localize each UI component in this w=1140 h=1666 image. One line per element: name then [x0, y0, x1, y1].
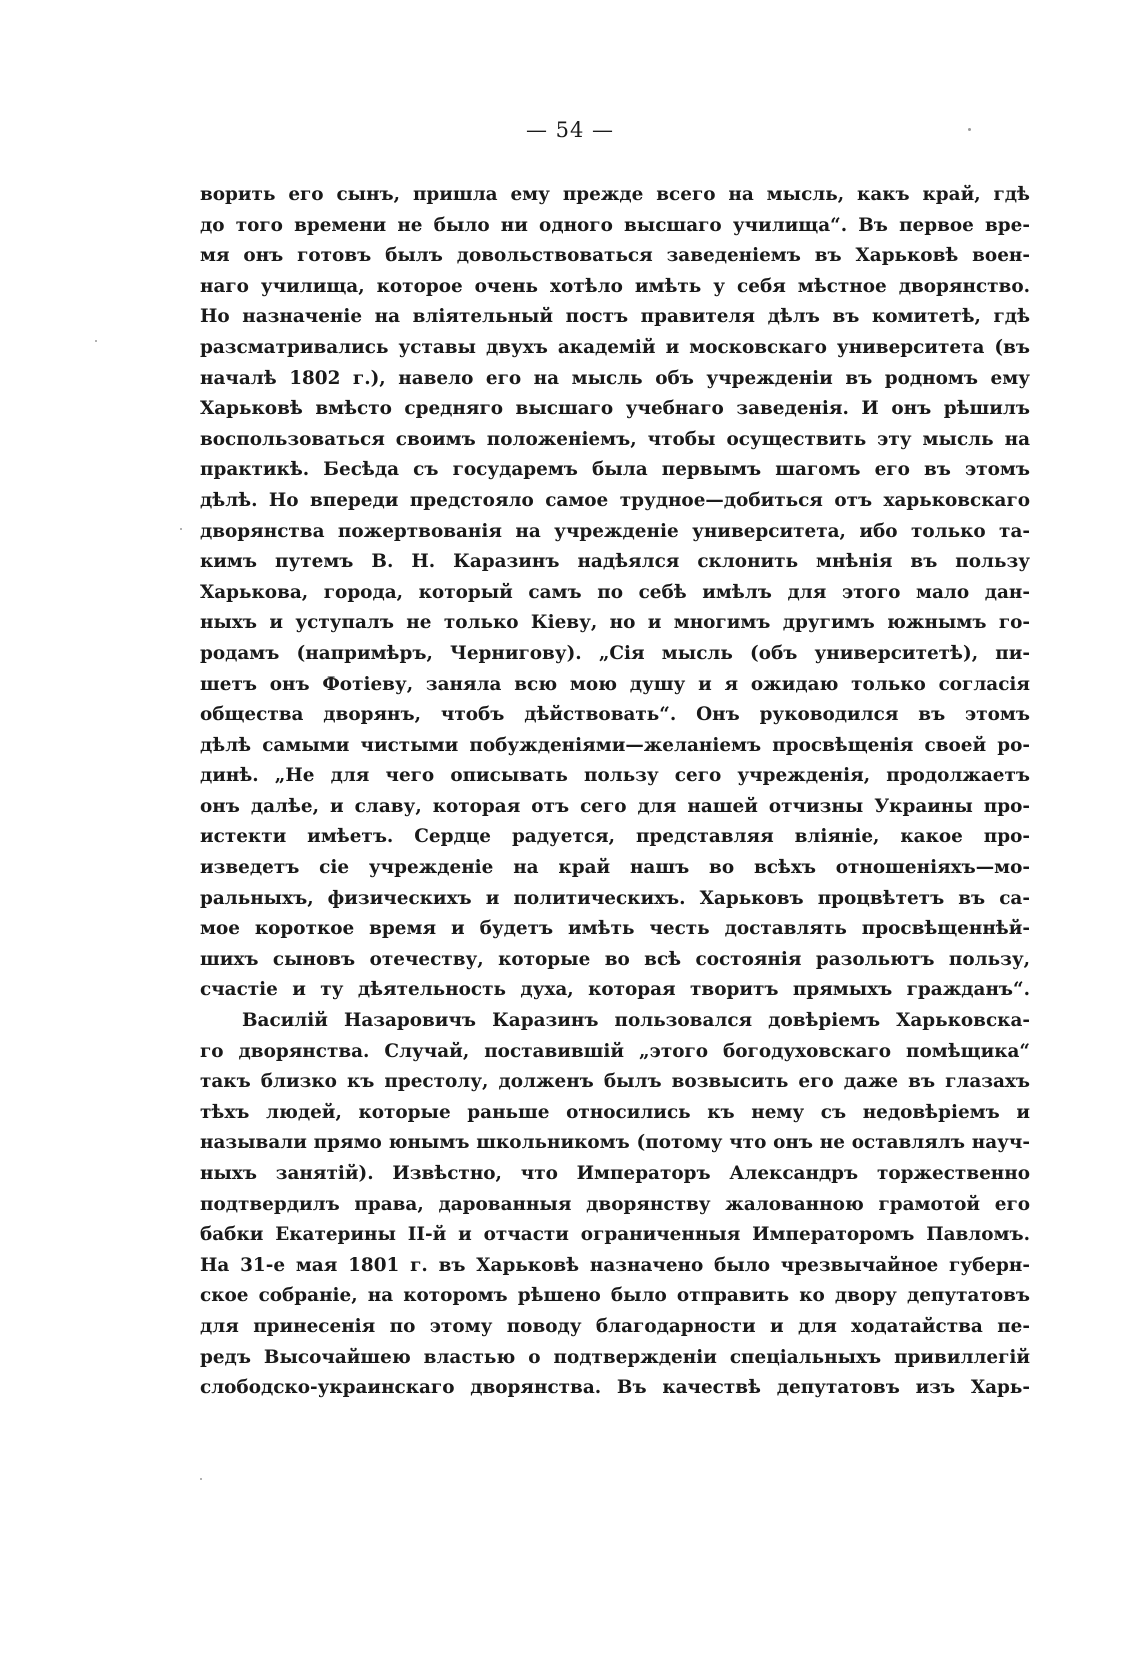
text-line: дворянства пожертвованія на учрежденіе университета, ибо только та-: [200, 520, 1030, 542]
text-line: Харьковѣ вмѣсто средняго высшаго учебнаго заведенія. И онъ рѣшилъ: [200, 398, 1030, 420]
scan-speck: [200, 1478, 202, 1480]
text-line: разсматривались уставы двухъ академій и московскаго университета (въ: [200, 336, 1030, 358]
text-line: подтвердилъ права, дарованныя дворянству жалованною грамотой его: [200, 1193, 1030, 1215]
text-line: кимъ путемъ В. Н. Каразинъ надѣялся склонить мнѣнія въ пользу: [200, 551, 1030, 573]
text-line: шихъ сыновъ отечеству, которые во всѣ состоянія разольютъ пользу,: [200, 948, 1030, 970]
text-line: тѣхъ людей, которые раньше относились къ нему съ недовѣріемъ и: [200, 1101, 1030, 1123]
text-line: онъ далѣе, и славу, которая отъ сего для нашей отчизны Украины про-: [200, 795, 1030, 817]
text-line: дѣлѣ. Но впереди предстояло самое трудное—добиться отъ харьковскаго: [200, 489, 1030, 511]
text-line-paragraph-start: Василій Назаровичъ Каразинъ пользовался довѣріемъ Харьковска-: [242, 1010, 1030, 1032]
text-line: редъ Высочайшею властью о подтвержденіи спеціальныхъ привиллегій: [200, 1346, 1030, 1368]
text-line: ныхъ занятій). Извѣстно, что Императоръ Александръ торжественно: [200, 1163, 1030, 1184]
text-line: общества дворянъ, чтобъ дѣйствовать“. Онъ руководился въ этомъ: [200, 704, 1030, 726]
text-line: ское собраніе, на которомъ рѣшено было отправить ко двору депутатовъ: [200, 1285, 1030, 1307]
text-line: ныхъ и уступалъ не только Кіеву, но и многимъ другимъ южнымъ го-: [200, 612, 1030, 634]
text-line: На 31-е мая 1801 г. въ Харьковѣ назначено было чрезвычайное губерн-: [200, 1254, 1030, 1276]
text-line: наго училища, которое очень хотѣло имѣть у себя мѣстное дворянство.: [200, 275, 1030, 297]
text-line: ральныхъ, физическихъ и политическихъ. Харьковъ процвѣтетъ въ са-: [200, 887, 1030, 909]
body-text: [200, 180, 1030, 1404]
text-line: го дворянства. Случай, поставившій „этого богодуховскаго помѣщика“: [200, 1040, 1030, 1062]
text-line: динѣ. „Не для чего описывать пользу сего учрежденія, продолжаетъ: [200, 765, 1030, 787]
text-line: дѣлѣ самыми чистыми побужденіями—желаніемъ просвѣщенія своей ро-: [200, 734, 1030, 756]
text-line: мя онъ готовъ былъ довольствоваться заведеніемъ въ Харьковѣ воен-: [200, 245, 1030, 267]
text-line: шетъ онъ Фотіеву, заняла всю мою душу и я ожидаю только согласія: [200, 673, 1030, 695]
text-line: Но назначеніе на вліятельный постъ правителя дѣлъ въ комитетѣ, гдѣ: [200, 306, 1030, 328]
text-line: родамъ (напримѣръ, Чернигову). „Сія мысль (объ университетѣ), пи-: [200, 642, 1030, 664]
text-line: ворить его сынъ, пришла ему прежде всего на мысль, какъ край, гдѣ: [200, 184, 1030, 205]
text-line: мое короткое время и будетъ имѣть честь доставлять просвѣщеннѣй-: [200, 918, 1030, 940]
text-line: Харькова, города, который самъ по себѣ имѣлъ для этого мало дан-: [200, 581, 1030, 603]
text-line: началѣ 1802 г.), навело его на мысль объ учрежденіи въ родномъ ему: [200, 367, 1030, 389]
scan-speck: [95, 340, 97, 342]
scan-speck: [968, 128, 971, 131]
page-number: — 54 —: [525, 118, 615, 142]
text-line: практикѣ. Бесѣда съ государемъ была первымъ шагомъ его въ этомъ: [200, 459, 1030, 481]
text-line: для принесенія по этому поводу благодарности и для ходатайства пе-: [200, 1315, 1030, 1337]
text-line: называли прямо юнымъ школьникомъ (потому что онъ не оставлялъ науч-: [200, 1132, 1030, 1154]
text-line: счастіе и ту дѣятельность духа, которая творитъ прямыхъ гражданъ“.: [200, 979, 1030, 1001]
text-line: воспользоваться своимъ положеніемъ, чтобы осуществить эту мысль на: [200, 428, 1030, 450]
text-line: изведетъ сіе учрежденіе на край нашъ во всѣхъ отношеніяхъ—мо-: [200, 857, 1030, 879]
text-line: истекти имѣетъ. Сердце радуется, представляя вліяніе, какое про-: [200, 826, 1030, 848]
text-line: до того времени не было ни одного высшаго училища“. Въ первое вре-: [200, 214, 1030, 236]
text-line: слободско-украинскаго дворянства. Въ качествѣ депутатовъ изъ Харь-: [200, 1377, 1030, 1399]
scan-speck: [180, 528, 182, 530]
text-line: бабки Екатерины II-й и отчасти ограниченныя Императоромъ Павломъ.: [200, 1224, 1030, 1246]
text-line: такъ близко къ престолу, долженъ былъ возвысить его даже въ глазахъ: [200, 1071, 1030, 1093]
